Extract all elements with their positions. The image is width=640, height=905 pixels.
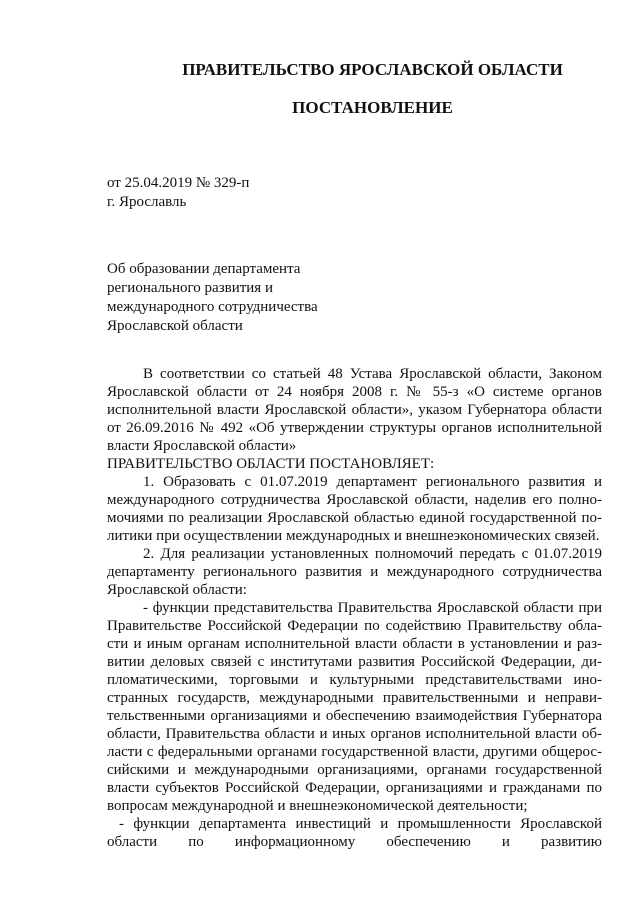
body-line: власти субъектов Российской Федерации, организациями и гражданами по xyxy=(107,780,602,796)
body-line: 2. Для реализации установленных полномочий передать с 01.07.2019 xyxy=(143,546,602,562)
resolves-line: ПРАВИТЕЛЬСТВО ОБЛАСТИ ПОСТАНОВЛЯЕТ: xyxy=(107,456,435,472)
subject-line: международного сотрудничества xyxy=(107,299,318,315)
document-type-title: ПОСТАНОВЛЕНИЕ xyxy=(292,98,453,117)
subject-line: Об образовании департамента xyxy=(107,261,301,277)
body-line: от 26.09.2016 № 492 «Об утверждении структуры органов исполнительной xyxy=(107,420,602,436)
body-line: Правительстве Российской Федерации по содействию Правительству обла- xyxy=(107,618,602,634)
document-meta xyxy=(107,174,249,212)
body-line: Ярославской области: xyxy=(107,582,247,598)
city: г. Ярославль xyxy=(107,194,187,210)
body-line: Ярославской области от 24 ноября 2008 г. № 55-з «О системе органов xyxy=(107,384,602,400)
document-body xyxy=(107,365,602,851)
body-line: исполнительной власти Ярославской области», указом Губернатора области xyxy=(107,402,602,418)
body-line: сийскими и международными организациями, органами государственной xyxy=(107,762,602,778)
body-line: области по информационному обеспечению и развитию xyxy=(107,834,602,850)
body-line: сти и иным органам исполнительной власти области в установлении и раз- xyxy=(107,636,602,652)
body-line: 1. Образовать с 01.07.2019 департамент регионального развития и xyxy=(143,474,602,490)
subject-line: Ярославской области xyxy=(107,318,243,334)
body-line: департаменту регионального развития и международного сотрудничества xyxy=(107,564,602,580)
body-line: ласти с федеральными органами государственной власти, другими общерос- xyxy=(107,744,602,760)
body-line: странных государств, международными правительственными и неправи- xyxy=(107,690,602,706)
body-line: пломатическими, торговыми и культурными представительствами ино- xyxy=(107,672,602,688)
date-number: от 25.04.2019 № 329-п xyxy=(107,175,250,191)
subject-line: регионального развития и xyxy=(107,280,273,296)
body-line: мочиями по реализации Ярославской областью единой государственной по- xyxy=(107,510,602,526)
body-line: международного сотрудничества Ярославской области, наделив его полно- xyxy=(107,492,602,508)
organization-title: ПРАВИТЕЛЬСТВО ЯРОСЛАВСКОЙ ОБЛАСТИ xyxy=(182,60,563,79)
body-line: - функции представительства Правительства Ярославской области при xyxy=(143,600,602,616)
body-line: тельственными организациями и обеспечению взаимодействия Губернатора xyxy=(107,708,602,724)
body-line: области, Правительства области и иных органов исполнительной власти об- xyxy=(107,726,602,742)
body-line: вопросам международной и внешнеэкономической деятельности; xyxy=(107,798,528,814)
body-line: - функции департамента инвестиций и промышленности Ярославской xyxy=(119,816,602,832)
body-line: витии деловых связей с институтами развития Российской Федерации, ди- xyxy=(107,654,602,670)
body-line: власти Ярославской области» xyxy=(107,438,297,454)
body-line: В соответствии со статьей 48 Устава Ярославской области, Законом xyxy=(143,366,602,382)
body-line: литики при осуществлении международных и внешнеэкономических связей. xyxy=(107,528,600,544)
document-subject xyxy=(107,260,318,336)
